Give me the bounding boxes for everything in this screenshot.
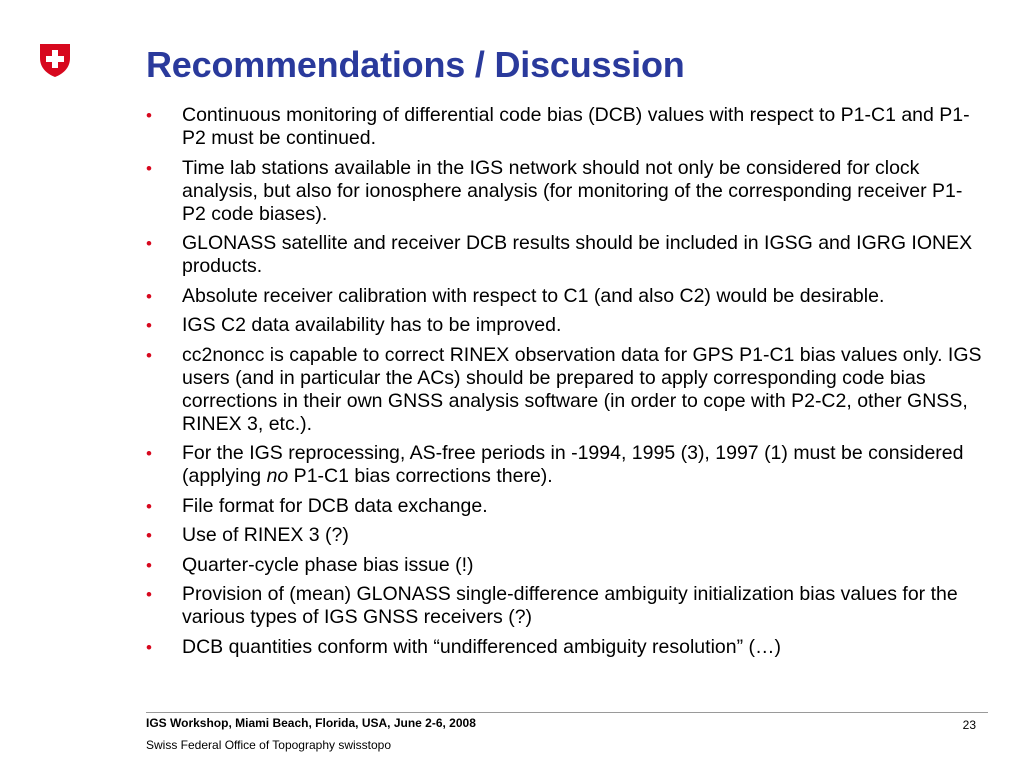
bullet-text: File format for DCB data exchange. [182, 494, 488, 517]
bullet-dot: • [146, 585, 152, 604]
bullet-item [146, 554, 986, 577]
bullet-text: Provision of (mean) GLONASS single-difference ambiguity initialization bias values for the various types of IGS GNSS receivers (?) [182, 583, 958, 628]
bullet-item [146, 344, 986, 436]
bullet-item [146, 495, 986, 518]
bullet-dot: • [146, 234, 152, 253]
bullet-text: Quarter-cycle phase bias issue (!) [182, 553, 474, 576]
bullet-text-before: For the IGS reprocessing, AS-free periods in -1994, 1995 (3), 1997 (1) must be considered (applying [182, 442, 964, 487]
bullet-item [146, 524, 986, 547]
footer-organization: Swiss Federal Office of Topography swisstopo [146, 738, 392, 752]
bullet-text: DCB quantities conform with “undifferenced ambiguity resolution” (…) [182, 635, 781, 658]
bullet-item [146, 442, 986, 488]
bullet-item [146, 104, 986, 150]
bullet-dot: • [146, 555, 152, 575]
bullet-dot: • [146, 496, 152, 516]
bullet-text-after: P1-C1 bias corrections there). [288, 465, 553, 487]
bullet-dot: • [146, 444, 152, 463]
bullet-item [146, 583, 986, 629]
bullet-dot: • [146, 158, 152, 178]
bullet-item [146, 314, 986, 337]
bullet-list [146, 104, 986, 665]
footer-divider [146, 712, 988, 713]
bullet-dot: • [146, 526, 152, 545]
bullet-text: GLONASS satellite and receiver DCB results should be included in IGSG and IGRG IONEX products. [182, 232, 973, 277]
bullet-item [146, 157, 986, 226]
bullet-text: Continuous monitoring of differential code bias (DCB) values with respect to P1-C1 and P1-P2 must be continued. [182, 104, 970, 149]
bullet-text: Use of RINEX 3 (?) [182, 524, 349, 546]
page-number: 23 [962, 718, 976, 732]
bullet-dot: • [146, 637, 152, 657]
bullet-text: Absolute receiver calibration with respect to C1 (and also C2) would be desirable. [182, 284, 885, 307]
slide-title: Recommendations / Discussion [146, 44, 685, 85]
bullet-dot: • [146, 286, 152, 306]
bullet-text: Time lab stations available in the IGS network should not only be considered for clock analysis, but also for ionosphere analysis (for monitoring of the corresponding receiver P1-P2 code biases). [182, 156, 963, 225]
bullet-dot: • [146, 106, 152, 125]
bullet-dot: • [146, 345, 152, 365]
bullet-text-emphasis: no [266, 465, 289, 487]
bullet-item [146, 285, 986, 308]
bullet-text: cc2noncc is capable to correct RINEX observation data for GPS P1-C1 bias values only. IGS users (and in particular the ACs) should be prepared to apply corresponding code bias corrections in their own GNSS analysis software (in order to cope with P2-C2, other GNSS, RINEX 3, etc.). [182, 343, 982, 435]
bullet-text: IGS C2 data availability has to be improved. [182, 314, 562, 336]
footer-event-title: IGS Workshop, Miami Beach, Florida, USA, June 2-6, 2008 [146, 716, 476, 730]
bullet-dot: • [146, 316, 152, 335]
swiss-shield-icon [37, 42, 73, 78]
bullet-item [146, 636, 986, 659]
bullet-item [146, 232, 986, 278]
